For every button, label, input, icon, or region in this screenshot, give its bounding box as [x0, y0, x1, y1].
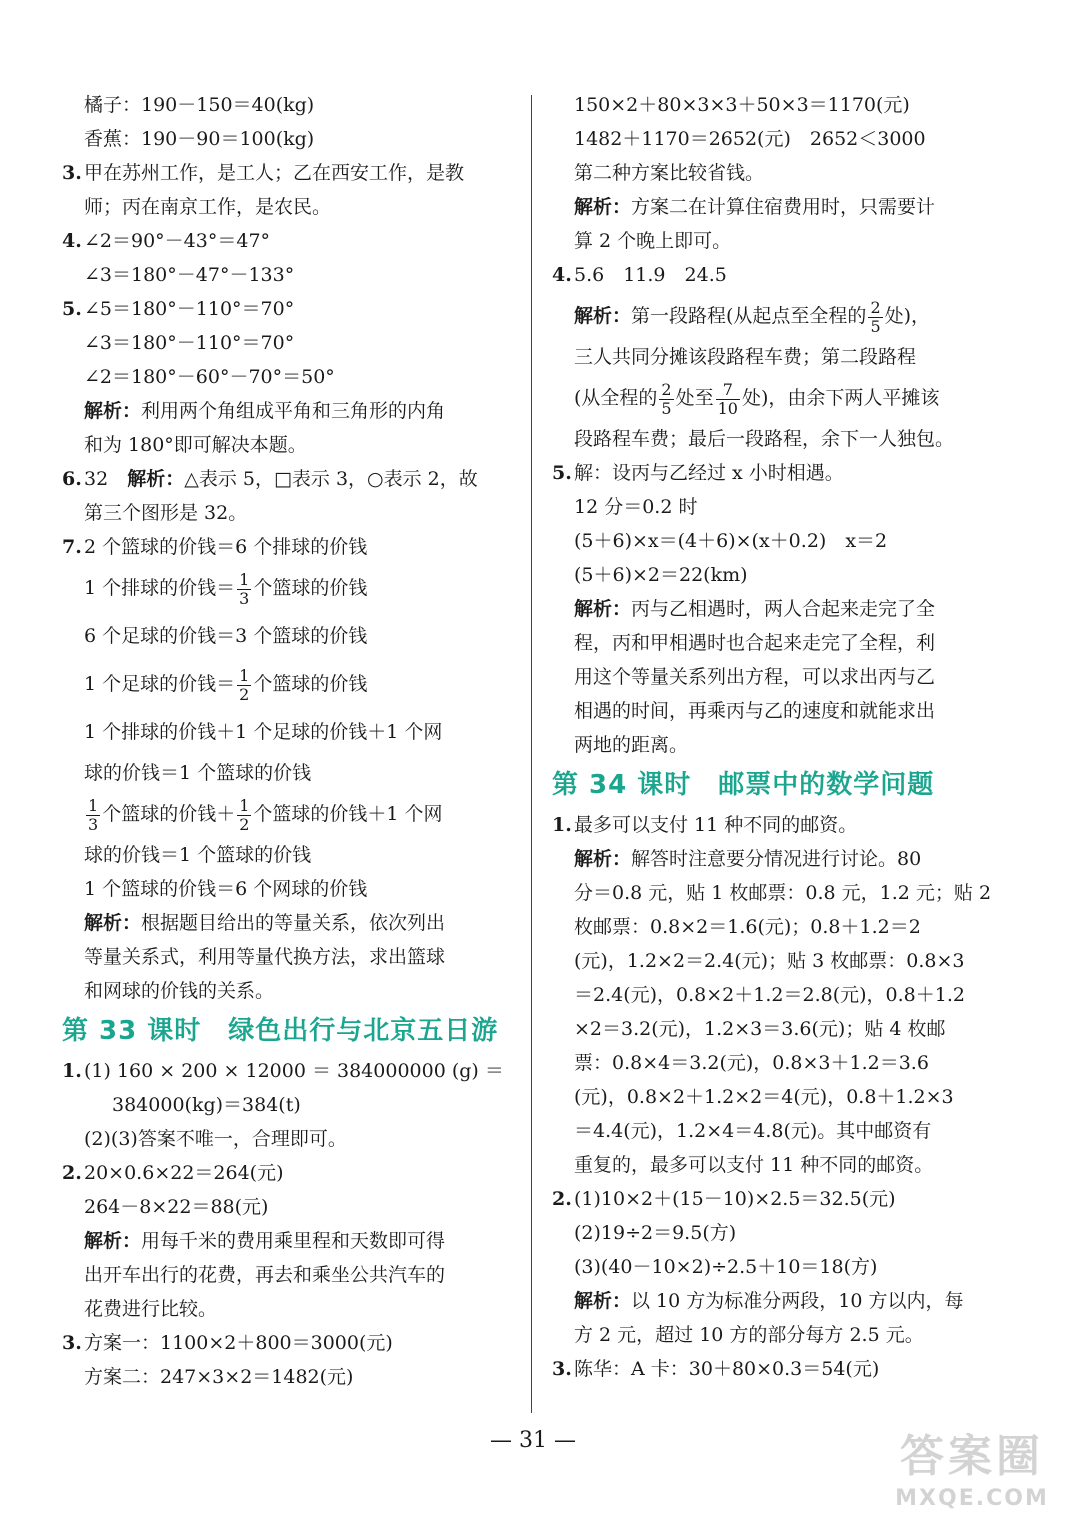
text-line: ＝4.4(元)，1.2×4＝4.8(元)。其中邮资有: [574, 1120, 932, 1142]
fraction: $\frac{7}{10}$: [717, 379, 738, 418]
section-heading-34: 第 34 课时 邮票中的数学问题: [552, 770, 935, 800]
text-line: ∠3＝180°－110°＝70°: [84, 332, 295, 354]
text-line: 和网球的价钱的关系。: [84, 980, 275, 1002]
text-line: 150×2＋80×3×3＋50×3＝1170(元): [574, 94, 910, 116]
text-line: 1 个足球的价钱＝ $\frac{1}{2}$ 个篮球的价钱: [84, 665, 368, 704]
text-line: 6 个足球的价钱＝3 个篮球的价钱: [84, 625, 368, 647]
text-line: 三人共同分摊该段路程车费；第二段路程: [574, 346, 917, 368]
text-line: 票：0.8×4＝3.2(元)，0.8×3＋1.2＝3.6: [574, 1052, 929, 1074]
analysis-line: 解析：第一段路程(从起点至全程的 $\frac{2}{5}$ 处)，: [574, 297, 931, 336]
question-5: 5. ∠5＝180°－110°＝70°: [62, 298, 295, 320]
text-line: 程，丙和甲相遇时也合起来走完了全程，利: [574, 632, 936, 654]
text-line: 12 分＝0.2 时: [574, 496, 698, 518]
text-line: 花费进行比较。: [84, 1298, 218, 1320]
text-line: (2)(3)答案不唯一，合理即可。: [84, 1128, 347, 1150]
text-line: 1482＋1170＝2652(元) 2652＜3000: [574, 128, 926, 150]
text-line: 香蕉：190－90＝100(kg): [84, 128, 315, 150]
analysis-line: 解析：解答时注意要分情况进行讨论。80: [574, 848, 922, 870]
question-3: 3. 陈华：A 卡：30＋80×0.3＝54(元): [552, 1358, 880, 1380]
analysis-line: 解析：方案二在计算住宿费用时，只需要计: [574, 196, 936, 218]
text-line: 球的价钱＝1 个篮球的价钱: [84, 762, 312, 784]
fraction: $\frac{2}{5}$: [870, 297, 881, 336]
text-line: 相遇的时间，再乘丙与乙的速度和就能求出: [574, 700, 936, 722]
text-line: 分＝0.8 元，贴 1 枚邮票：0.8 元，1.2 元；贴 2: [574, 882, 992, 904]
analysis-line: 解析：丙与乙相遇时，两人合起来走完了全: [574, 598, 936, 620]
question-5: 5. 解：设丙与乙经过 x 小时相遇。: [552, 462, 844, 484]
text-line: (从全程的 $\frac{2}{5}$ 处至 $\frac{7}{10}$ 处)，由余下两人平摊该: [574, 379, 940, 418]
watermark-sub: MXQE.COM: [895, 1486, 1049, 1511]
fraction: $\frac{1}{3}$: [88, 795, 99, 834]
text-line: 264－8×22＝88(元): [84, 1196, 269, 1218]
page-number: — 31 —: [490, 1428, 576, 1453]
text-line: 和为 180°即可解决本题。: [84, 434, 307, 456]
text-line: 方案二：247×3×2＝1482(元): [84, 1366, 354, 1388]
text-line: ×2＝3.2(元)，1.2×3＝3.6(元)；贴 4 枚邮: [574, 1018, 946, 1040]
question-3b: 3. 方案一：1100×2＋800＝3000(元): [62, 1332, 393, 1354]
text-line: 枚邮票：0.8×2＝1.6(元)；0.8＋1.2＝2: [574, 916, 921, 938]
text-line: 师；丙在南京工作，是农民。: [84, 196, 332, 218]
text-line: 算 2 个晚上即可。: [574, 230, 732, 252]
text-line: 1 个篮球的价钱＝6 个网球的价钱: [84, 878, 368, 900]
text-line: 用这个等量关系列出方程，可以求出丙与乙: [574, 666, 936, 688]
text-line: (5＋6)×x＝(4＋6)×(x＋0.2) x＝2: [574, 530, 888, 552]
text-line: 出开车出行的花费，再去和乘坐公共汽车的: [84, 1264, 446, 1286]
question-2: 2. 20×0.6×22＝264(元): [62, 1162, 284, 1184]
text-line: 1 个排球的价钱＋1 个足球的价钱＋1 个网: [84, 721, 443, 743]
text-line: (3)(40－10×2)÷2.5＋10＝18(方): [574, 1256, 878, 1278]
question-4: 4. 5.6 11.9 24.5: [552, 264, 727, 286]
watermark-logo: [892, 1428, 1052, 1528]
fraction: $\frac{1}{2}$: [239, 795, 250, 834]
fraction: $\frac{1}{3}$: [239, 569, 250, 608]
left-column: [62, 88, 512, 1394]
text-line: 384000(kg)＝384(t): [112, 1094, 301, 1116]
text-line: 第二种方案比较省钱。: [574, 162, 765, 184]
question-1: 1. 最多可以支付 11 种不同的邮资。: [552, 814, 858, 836]
text-line: $\frac{1}{3}$ 个篮球的价钱＋ $\frac{1}{2}$ 个篮球的价钱＋1 个网: [88, 795, 443, 834]
question-2: 2. (1)10×2＋(15－10)×2.5＝32.5(元): [552, 1188, 896, 1210]
text-line: (5＋6)×2＝22(km): [574, 564, 748, 586]
text-line: ∠2＝180°－60°－70°＝50°: [84, 366, 335, 388]
text-line: 1 个排球的价钱＝ $\frac{1}{3}$ 个篮球的价钱: [84, 569, 368, 608]
fraction: $\frac{1}{2}$: [239, 665, 250, 704]
question-4: 4. ∠2＝90°－43°＝47°: [62, 230, 271, 252]
analysis-line: 解析：根据题目给出的等量关系，依次列出: [84, 912, 446, 934]
column-divider: [531, 95, 532, 1413]
analysis-line: 解析：以 10 方为标准分两段，10 方以内，每: [574, 1290, 964, 1312]
text-line: 重复的，最多可以支付 11 种不同的邮资。: [574, 1154, 934, 1176]
question-6: 6. 32 解析：△表示 5，□表示 3，○表示 2，故: [62, 468, 478, 490]
analysis-line: 解析：利用两个角组成平角和三角形的内角: [84, 400, 446, 422]
analysis-line: 解析：用每千米的费用乘里程和天数即可得: [84, 1230, 446, 1252]
text-line: 两地的距离。: [574, 734, 689, 756]
text-line: 等量关系式，利用等量代换方法，求出篮球: [84, 946, 446, 968]
watermark-main: 答案圈: [900, 1431, 1044, 1482]
text-line: (元)，1.2×2＝2.4(元)；贴 3 枚邮票：0.8×3: [574, 950, 965, 972]
question-7: 7. 2 个篮球的价钱＝6 个排球的价钱: [62, 536, 368, 558]
question-3: 3. 甲在苏州工作，是工人；乙在西安工作，是教: [62, 162, 465, 184]
text-line: ∠3＝180°－47°－133°: [84, 264, 295, 286]
question-1: 1. (1) 160 × 200 × 12000 ＝ 384000000 (g) ＝: [62, 1060, 504, 1082]
text-line: (2)19÷2＝9.5(方): [574, 1222, 737, 1244]
text-line: 橘子：190－150＝40(kg): [84, 94, 315, 116]
text-line: ＝2.4(元)，0.8×2＋1.2＝2.8(元)，0.8＋1.2: [574, 984, 965, 1006]
text-line: 段路程车费；最后一段路程，余下一人独包。: [574, 428, 955, 450]
right-column: [552, 88, 1004, 1386]
fraction: $\frac{2}{5}$: [661, 379, 672, 418]
text-line: 球的价钱＝1 个篮球的价钱: [84, 844, 312, 866]
text-line: 方 2 元，超过 10 方的部分每方 2.5 元。: [574, 1324, 924, 1346]
text-line: (元)，0.8×2＋1.2×2＝4(元)，0.8＋1.2×3: [574, 1086, 954, 1108]
section-heading-33: 第 33 课时 绿色出行与北京五日游: [62, 1016, 499, 1046]
text-line: 第三个图形是 32。: [84, 502, 248, 524]
